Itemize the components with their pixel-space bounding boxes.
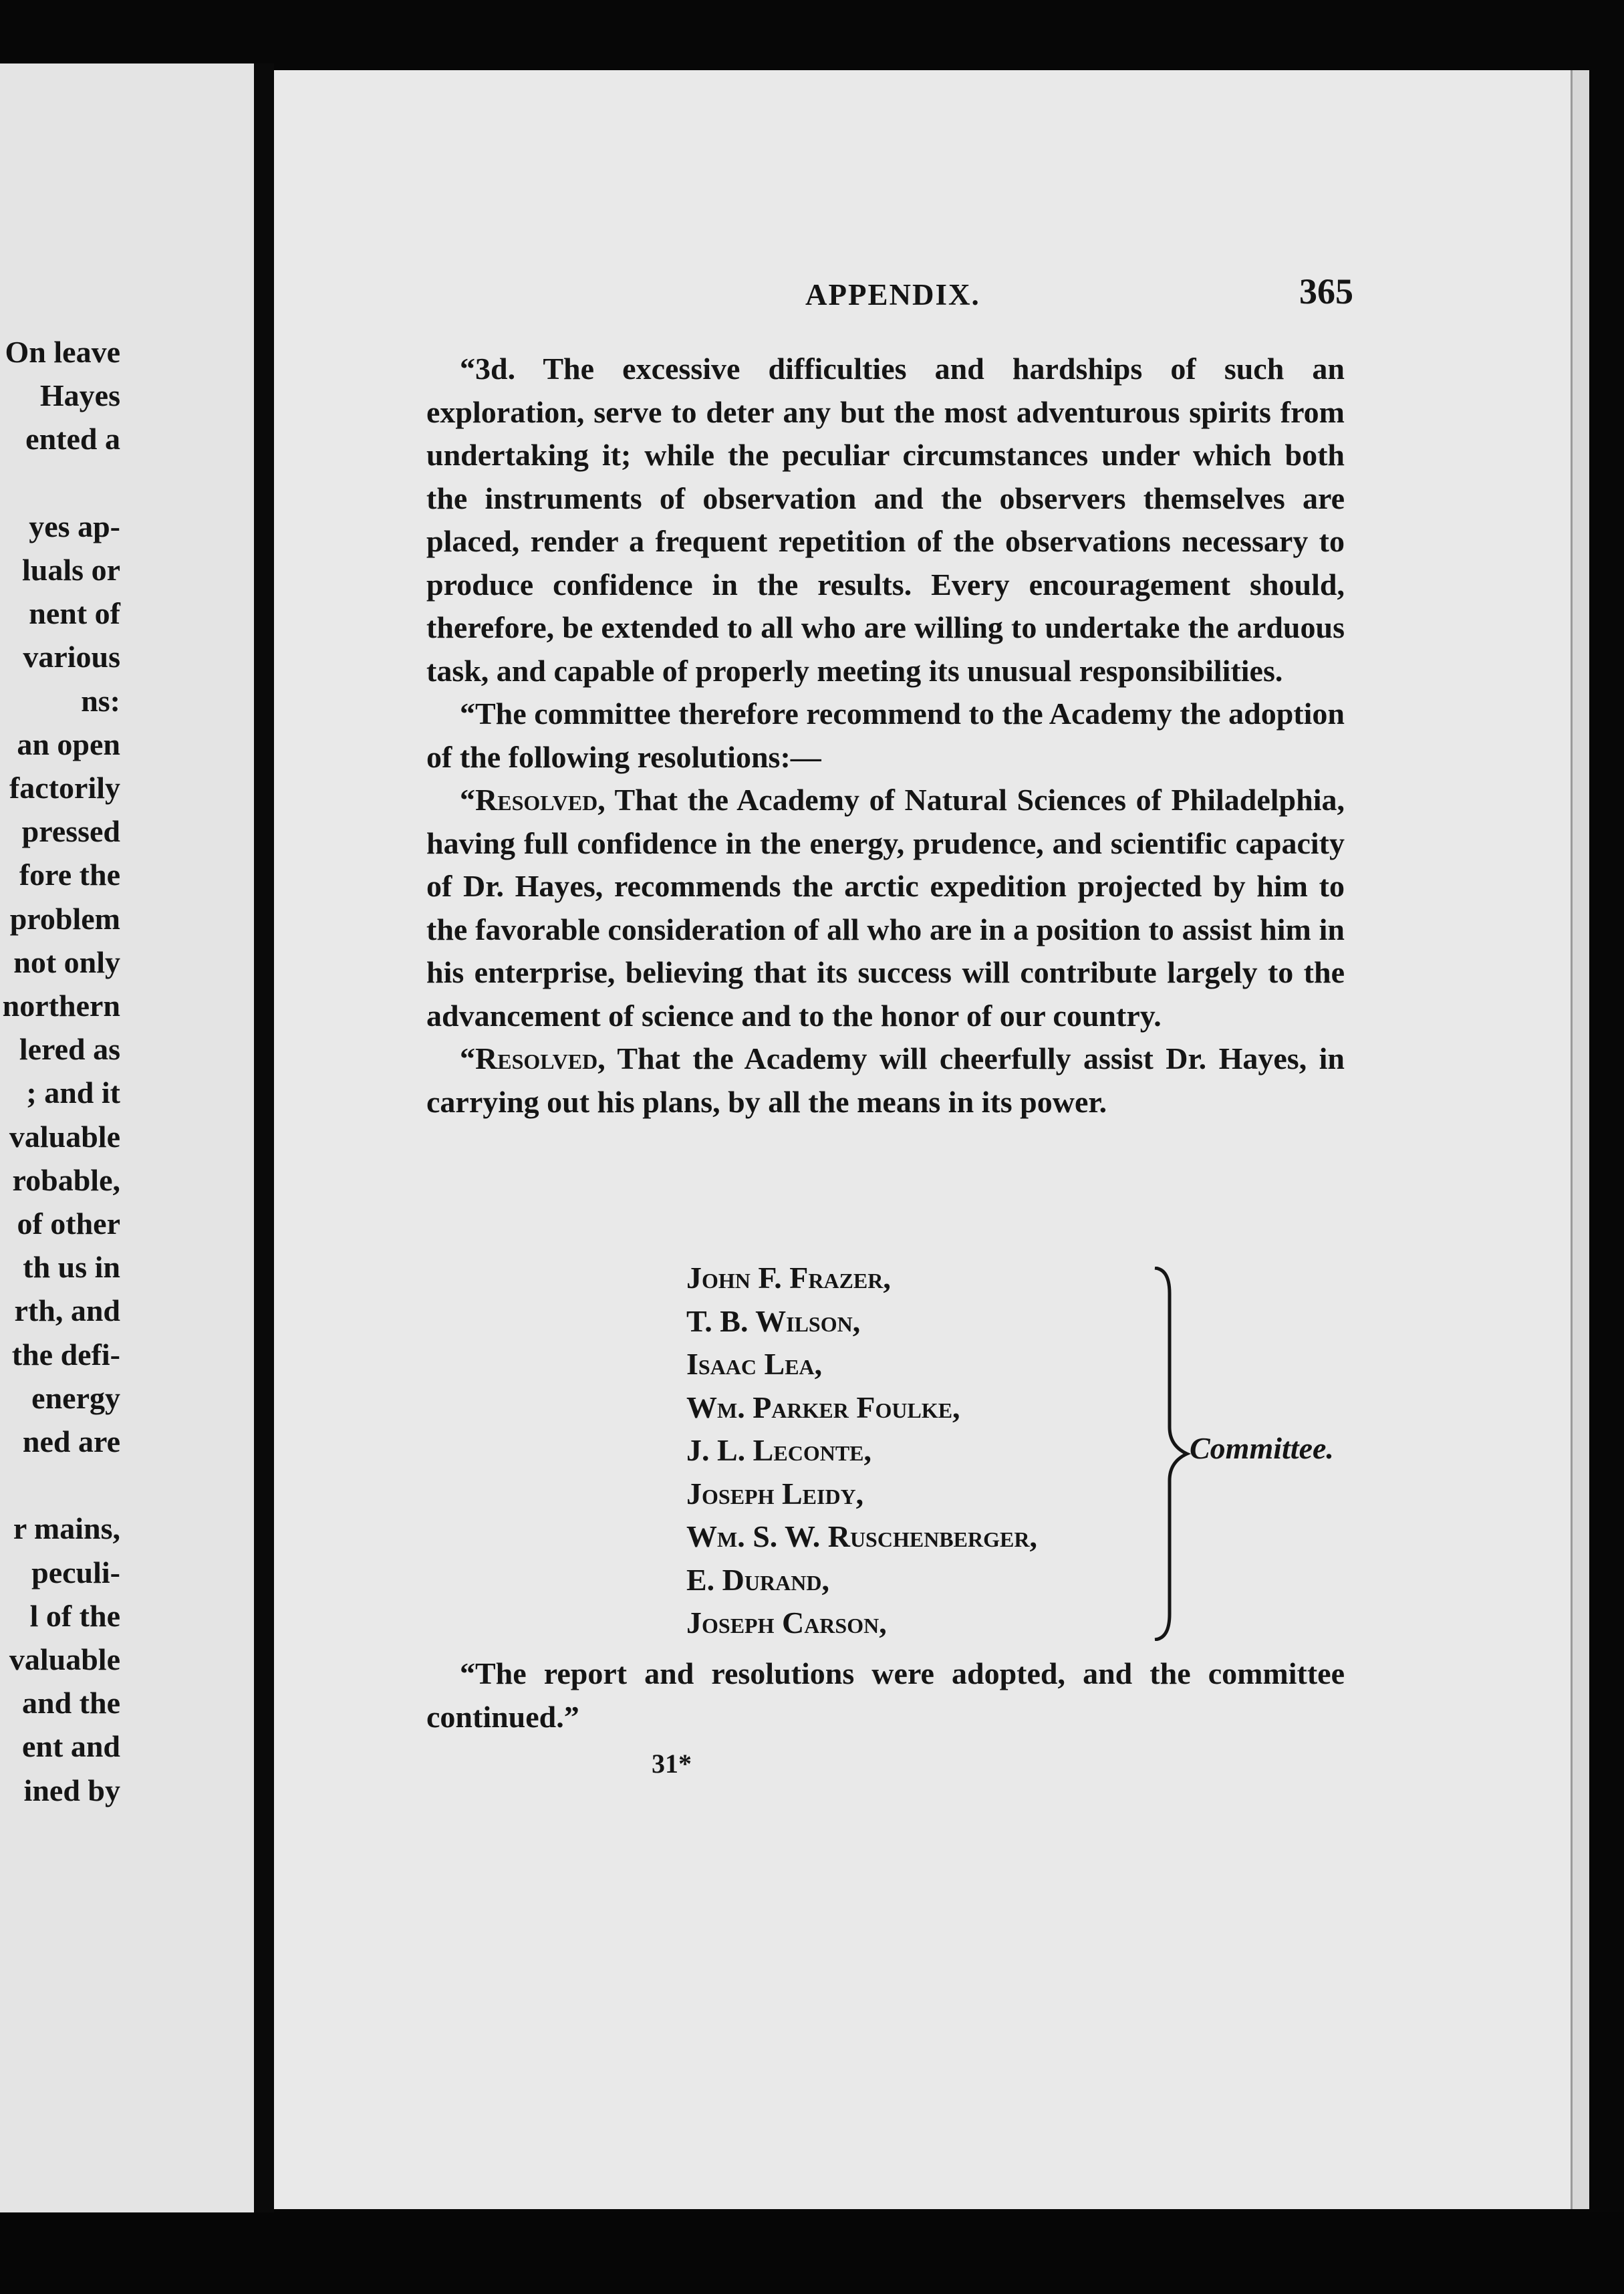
facing-page-line: th us in bbox=[23, 1250, 120, 1285]
resolution-text: , That the Academy of Natural Sciences of Philadelphia, having full confidence in the energy, prudence, and scientific capacity of Dr. Hayes, recommends the arctic expedition projected by him to the favorable consideration of all who are in a position to assist him in his enterprise, believing that its success will contribute largely to the advancement of science and to the honor of our country. bbox=[426, 783, 1345, 1033]
facing-page-line: rth, and bbox=[14, 1293, 120, 1328]
facing-page-line: ned are bbox=[22, 1424, 120, 1458]
facing-page-line: valuable bbox=[9, 1642, 120, 1676]
page-edge bbox=[1571, 70, 1589, 2209]
facing-page-line: ns: bbox=[81, 683, 120, 718]
committee-member: Isaac Lea, bbox=[686, 1347, 823, 1381]
facing-page-line: r mains, bbox=[13, 1511, 120, 1546]
facing-page-line: ented a bbox=[25, 422, 120, 457]
facing-page-line: l of the bbox=[29, 1598, 120, 1633]
facing-page-line: pressed bbox=[21, 814, 120, 849]
running-head: APPENDIX. bbox=[805, 278, 980, 311]
committee-member: T. B. Wilson, bbox=[686, 1303, 861, 1338]
paragraph-3d: “3d. The excessive difficulties and hardships of such an exploration, serve to deter any but the most adventurous spirits from undertaking it; while the peculiar circumstances under which both the instruments of observation and the observers themselves are placed, render a frequent repetition of the observations necessary to produce confidence in the results. Every encouragement should, therefore, be extended to all who are willing to undertake the arduous task, and capable of properly meeting its unusual responsibilities. bbox=[426, 352, 1345, 688]
scan-border bbox=[0, 2212, 1624, 2294]
facing-page bbox=[0, 63, 254, 2212]
facing-page-line: luals or bbox=[22, 553, 120, 587]
facing-page-line: nent of bbox=[29, 596, 120, 631]
facing-page-line: not only bbox=[13, 944, 120, 979]
quote-mark: “ bbox=[460, 783, 475, 817]
facing-page-line: various bbox=[23, 640, 120, 674]
signature-mark: 31* bbox=[652, 1749, 692, 1779]
facing-page-line: the defi- bbox=[11, 1337, 120, 1372]
committee-member: John F. Frazer, bbox=[686, 1261, 891, 1295]
body-text bbox=[426, 348, 1345, 1124]
resolved-keyword: Resolved bbox=[475, 1041, 598, 1075]
facing-page-line: Hayes bbox=[39, 378, 120, 413]
page-number: 365 bbox=[1299, 271, 1353, 311]
closing-text: “The report and resolutions were adopted, and the committee continued.” bbox=[426, 1656, 1345, 1734]
committee-member: Wm. Parker Foulke, bbox=[686, 1390, 960, 1424]
facing-page-line: robable, bbox=[12, 1162, 120, 1197]
resolution-text: , That the Academy will cheerfully assist Dr. Hayes, in carrying out his plans, by all the means in its power. bbox=[426, 1041, 1345, 1119]
facing-page-line: northern bbox=[2, 989, 120, 1023]
committee-member: Wm. S. W. Ruschenberger, bbox=[686, 1519, 1037, 1553]
resolution-1 bbox=[426, 779, 1345, 1037]
committee-member: Joseph Leidy, bbox=[686, 1476, 864, 1511]
facing-page-line: ; and it bbox=[26, 1075, 120, 1110]
curly-brace bbox=[1143, 1267, 1196, 1641]
facing-page-line: fore the bbox=[19, 858, 120, 892]
facing-page-line: ent and bbox=[22, 1729, 120, 1764]
committee-member: Joseph Carson, bbox=[686, 1606, 887, 1640]
facing-page-line: On leave bbox=[5, 335, 120, 369]
facing-page-line: ined by bbox=[23, 1773, 120, 1807]
facing-page-line: problem bbox=[9, 901, 120, 936]
facing-page-line: lered as bbox=[19, 1032, 120, 1067]
committee-list bbox=[686, 1257, 1194, 1645]
committee-member: E. Durand, bbox=[686, 1562, 829, 1597]
facing-page-line: energy bbox=[31, 1380, 120, 1415]
facing-page-line: of other bbox=[17, 1206, 120, 1241]
facing-page-line: an open bbox=[17, 727, 120, 761]
facing-page-line: yes ap- bbox=[29, 509, 120, 543]
quote-mark: “ bbox=[460, 1041, 475, 1075]
facing-page-line: valuable bbox=[9, 1119, 120, 1154]
resolution-2 bbox=[426, 1037, 1345, 1124]
facing-page-line: factorily bbox=[9, 771, 120, 805]
paragraph-recommend: “The committee therefore recommend to the Academy the adoption of the following resolutions:— bbox=[426, 696, 1345, 774]
committee-member: J. L. Leconte, bbox=[686, 1433, 872, 1467]
resolved-keyword: Resolved bbox=[475, 783, 598, 817]
facing-page-line: peculi- bbox=[31, 1555, 120, 1589]
facing-page-line: and the bbox=[22, 1686, 120, 1720]
closing-paragraph bbox=[426, 1652, 1345, 1739]
committee-label: Committee. bbox=[1190, 1431, 1334, 1465]
book-gutter bbox=[254, 63, 274, 2212]
